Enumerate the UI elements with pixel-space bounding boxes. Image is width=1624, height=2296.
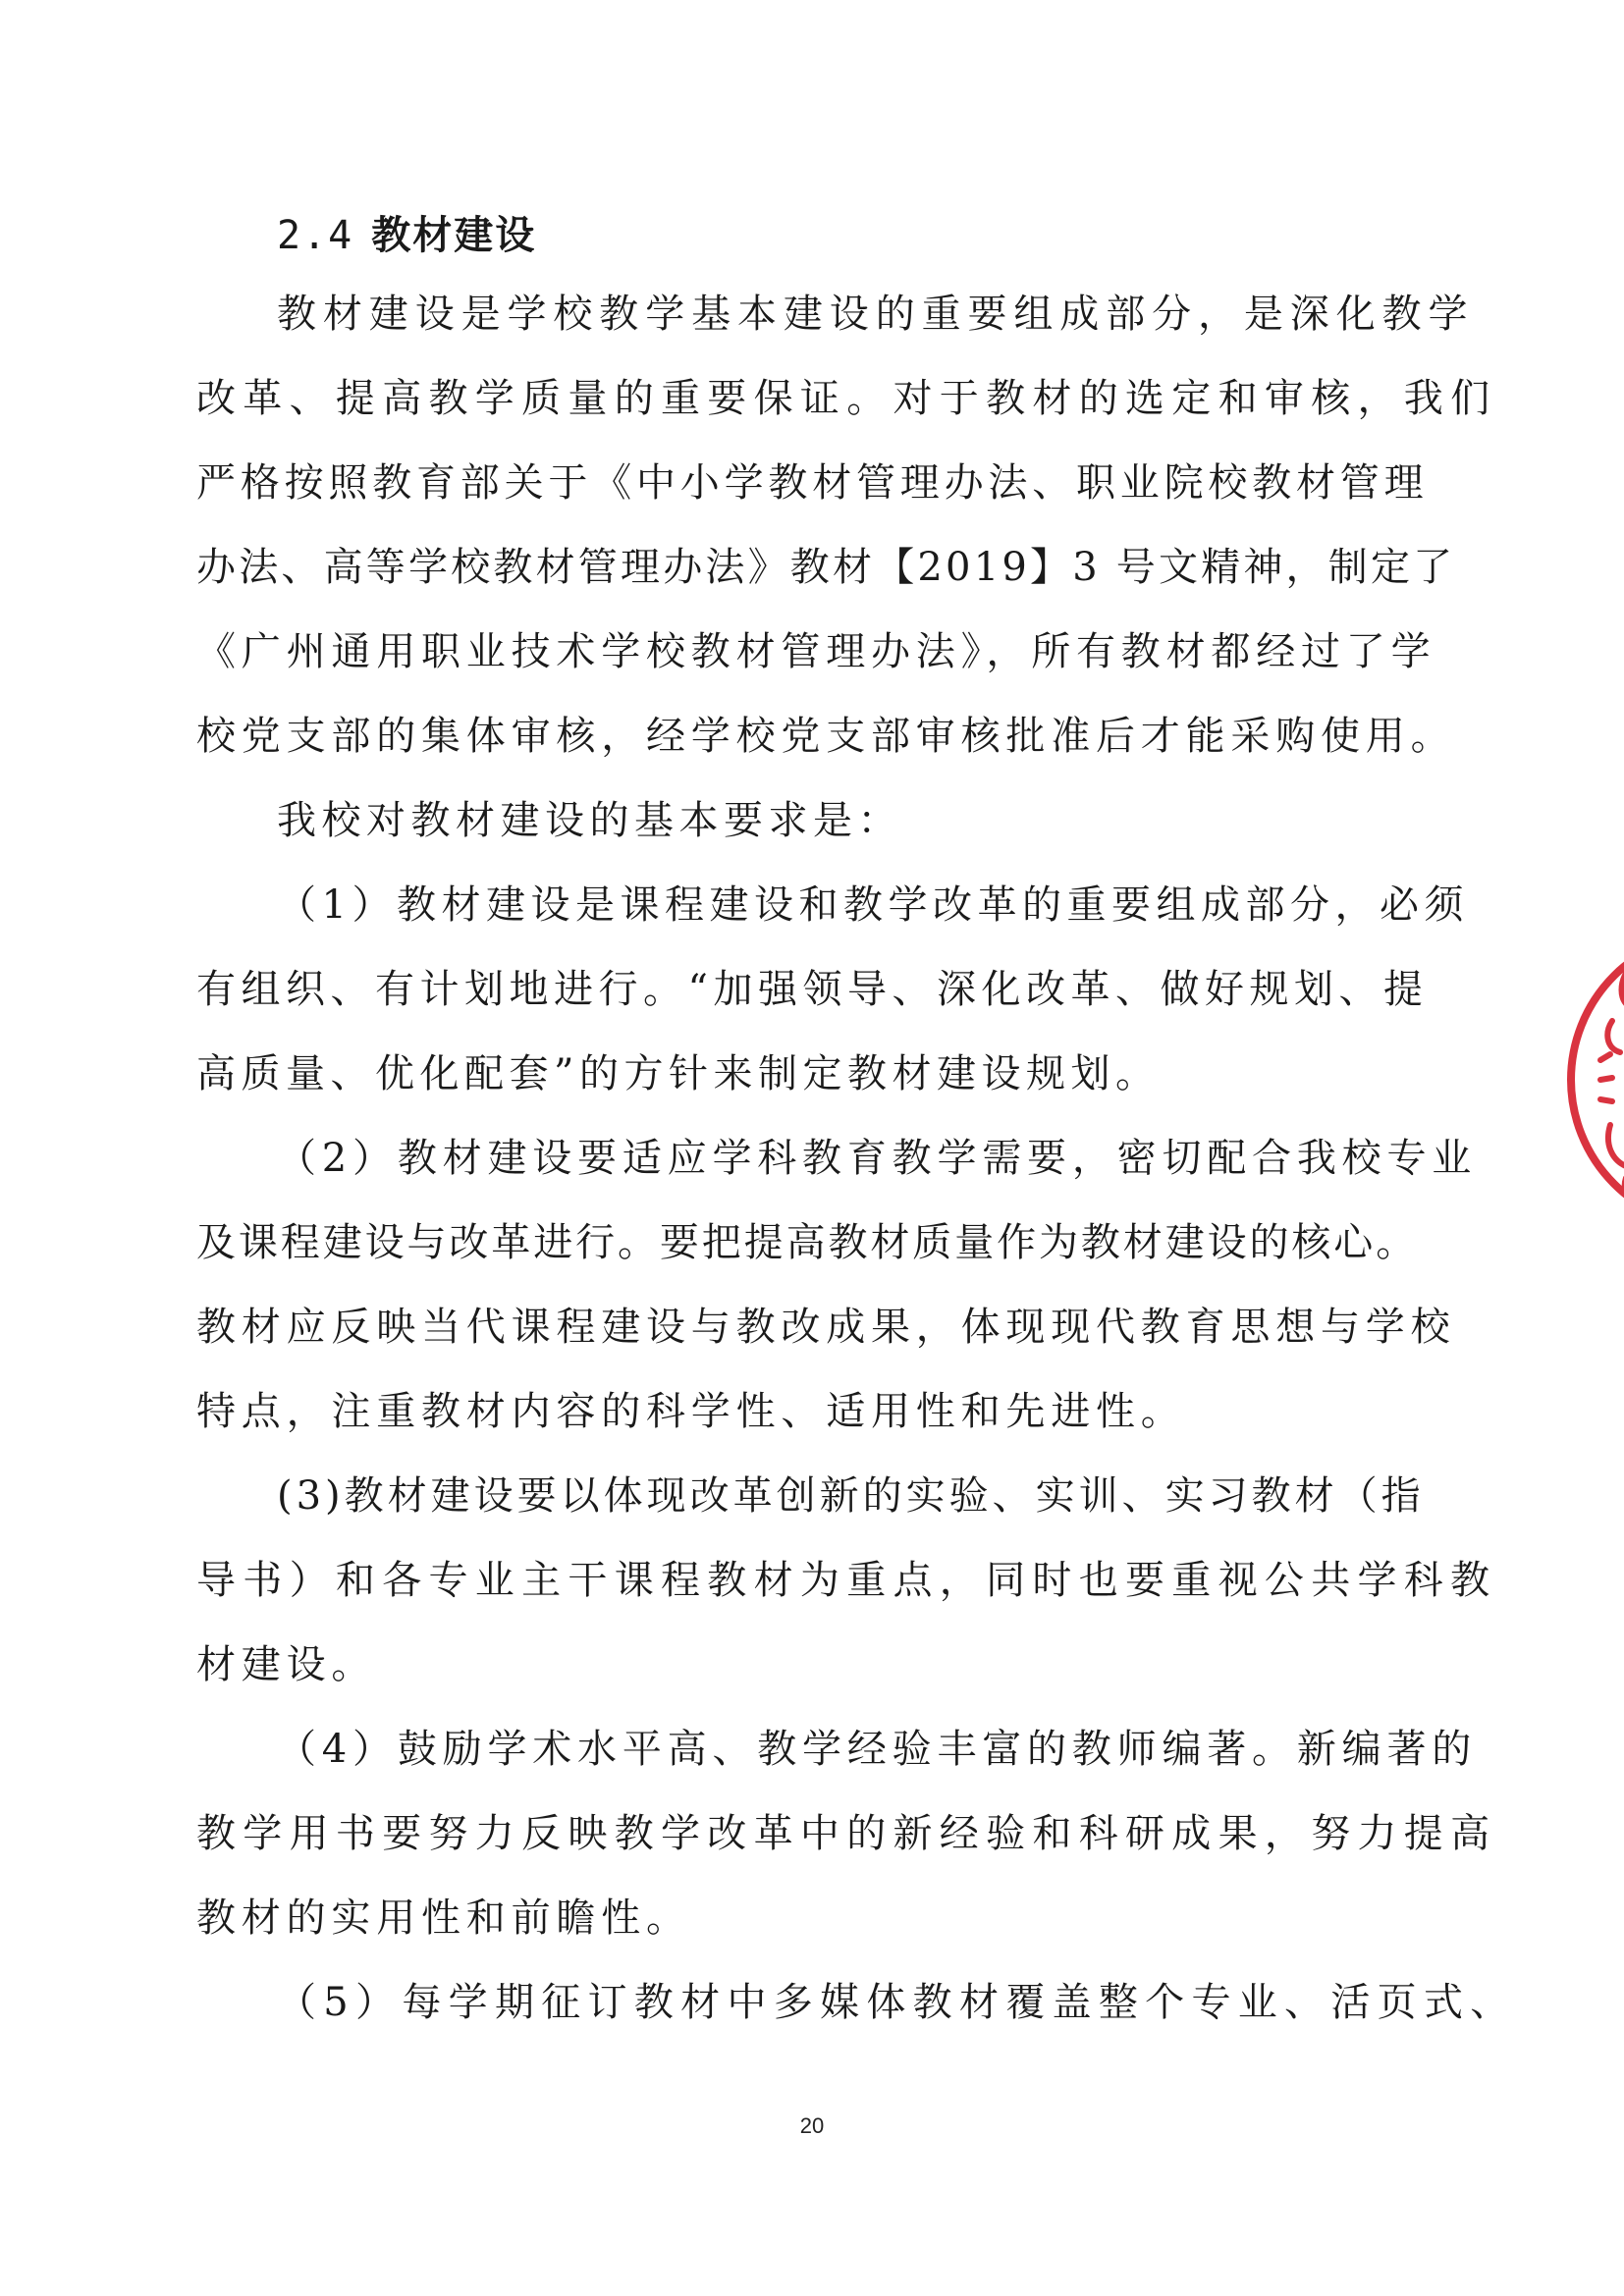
paragraph-line: 导书）和各专业主干课程教材为重点，同时也要重视公共学科教	[196, 1558, 1497, 1603]
paragraph-line: 高质量、优化配套”的方针来制定教材建设规划。	[196, 1051, 1161, 1096]
section-title: 教材建设	[371, 212, 537, 258]
paragraph-line: 办法、高等学校教材管理办法》教材【2019】3 号文精神，制定了	[196, 545, 1456, 590]
paragraph-line: 我校对教材建设的基本要求是：	[277, 798, 902, 843]
paragraph-line: 有组织、有计划地进行。“加强领导、深化改革、做好规划、提	[196, 967, 1429, 1012]
paragraph-line: 改革、提高教学质量的重要保证。对于教材的选定和审核，我们	[196, 376, 1497, 421]
section-heading	[277, 204, 536, 260]
paragraph-line: 材建设。	[196, 1642, 377, 1687]
paragraph-line: 教学用书要努力反映教学改革中的新经验和科研成果，努力提高	[196, 1811, 1497, 1856]
paragraph-line: （4）鼓励学术水平高、教学经验丰富的教师编著。新编著的	[277, 1727, 1478, 1772]
paragraph-line: 校党支部的集体审核，经学校党支部审核批准后才能采购使用。	[196, 714, 1456, 759]
paragraph-line: 及课程建设与改革进行。要把提高教材质量作为教材建设的核心。	[196, 1220, 1419, 1265]
page-number: 20	[799, 2113, 825, 2138]
paragraph-line: 严格按照教育部关于《中小学教材管理办法、职业院校教材管理	[196, 460, 1429, 506]
paragraph-line: 教材的实用性和前瞻性。	[196, 1896, 691, 1941]
paragraph-line: (3)教材建设要以体现改革创新的实验、实训、实习教材（指	[277, 1473, 1425, 1519]
paragraph-line: 教材应反映当代课程建设与教改成果，体现现代教育思想与学校	[196, 1305, 1456, 1350]
paragraph-line: 特点，注重教材内容的科学性、适用性和先进性。	[196, 1389, 1186, 1434]
official-seal-stamp	[1561, 913, 1624, 1247]
paragraph-line: 《广州通用职业技术学校教材管理办法》，所有教材都经过了学	[196, 629, 1436, 674]
paragraph-line: 教材建设是学校教学基本建设的重要组成部分，是深化教学	[277, 292, 1475, 337]
paragraph-line: （5）每学期征订教材中多媒体教材覆盖整个专业、活页式、	[277, 1980, 1517, 2025]
paragraph-line: （1）教材建设是课程建设和教学改革的重要组成部分，必须	[277, 882, 1469, 928]
section-number: 2.4	[277, 213, 354, 258]
paragraph-line: （2）教材建设要适应学科教育教学需要，密切配合我校专业	[277, 1136, 1478, 1181]
